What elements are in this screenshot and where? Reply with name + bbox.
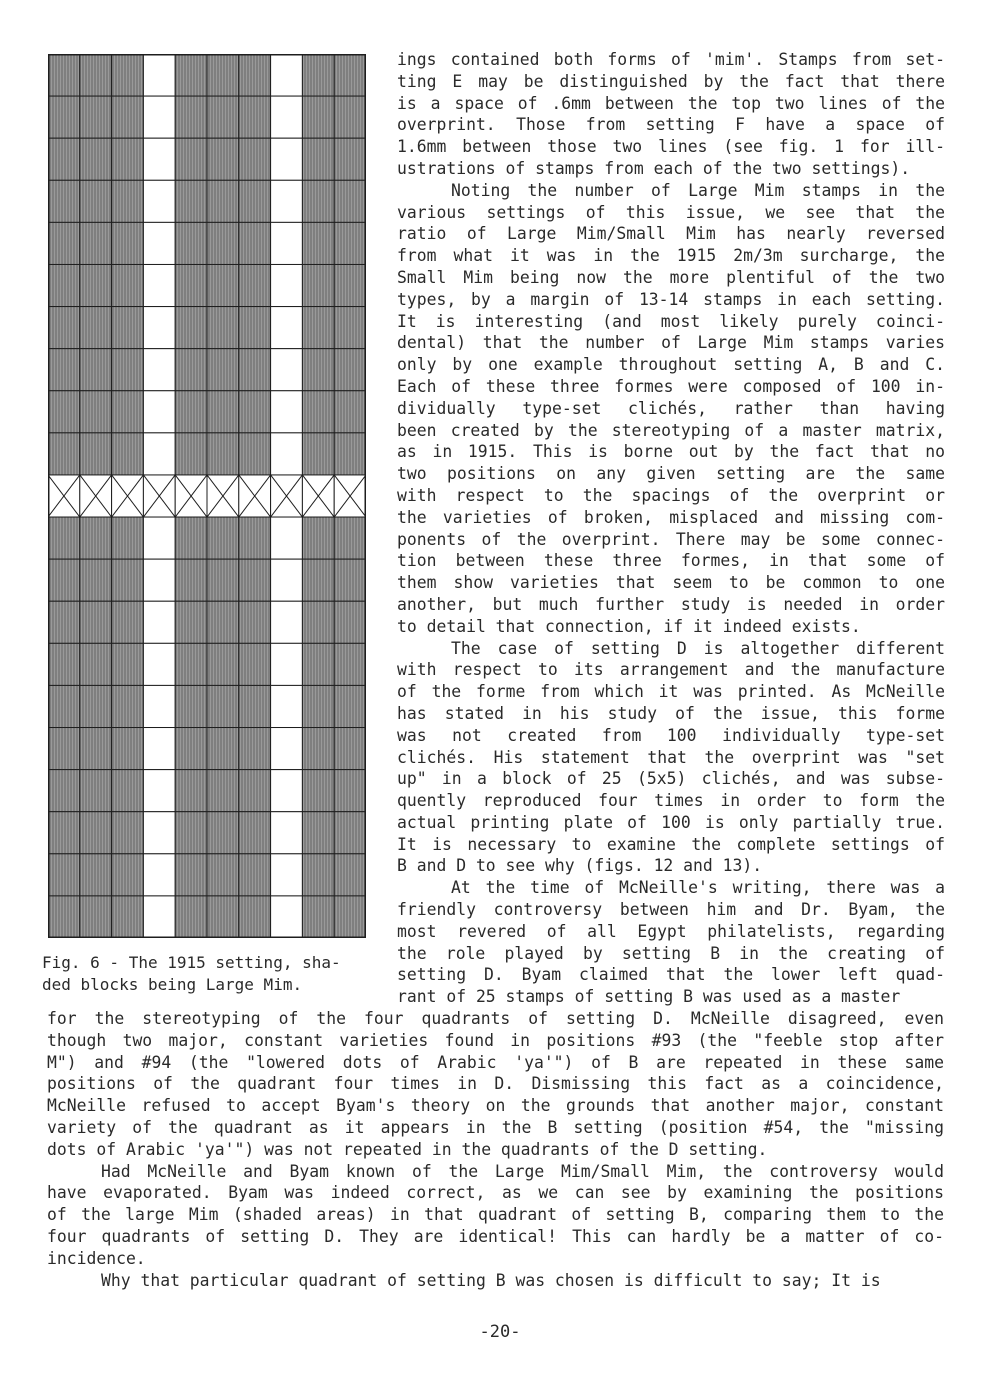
small-mim-cell [271, 138, 303, 180]
large-mim-cell [239, 138, 271, 180]
text-line: dental) that the number of Large Mim stamps varies [397, 333, 945, 353]
setting-grid [48, 54, 366, 938]
small-mim-cell [143, 559, 175, 601]
text-line: quently reproduced four times in order to form the [397, 791, 945, 811]
small-mim-cell [271, 349, 303, 391]
large-mim-cell [112, 138, 144, 180]
text-line: as in 1915. This is borne out by the fact that no [397, 442, 945, 462]
large-mim-cell [80, 896, 112, 938]
large-mim-cell [302, 433, 334, 475]
large-mim-cell [48, 349, 80, 391]
large-mim-cell [334, 54, 366, 96]
large-mim-cell [112, 559, 144, 601]
small-mim-cell [143, 349, 175, 391]
large-mim-cell [207, 138, 239, 180]
large-mim-cell [112, 896, 144, 938]
large-mim-cell [175, 307, 207, 349]
text-line: setting D. Byam claimed that the lower left quad- [397, 965, 945, 985]
text-line: of the forme from which it was printed. As McNeille [397, 682, 945, 702]
large-mim-cell [239, 349, 271, 391]
text-line: M") and #94 (the "lowered dots of Arabic 'ya'") of B are repeated in these same [47, 1052, 944, 1072]
large-mim-cell [239, 854, 271, 896]
large-mim-cell [334, 601, 366, 643]
large-mim-cell [207, 896, 239, 938]
large-mim-cell [80, 96, 112, 138]
small-mim-cell [271, 264, 303, 306]
small-mim-cell [143, 601, 175, 643]
full-width-text [47, 1008, 944, 1291]
large-mim-cell [48, 601, 80, 643]
large-mim-cell [239, 728, 271, 770]
large-mim-cell [80, 54, 112, 96]
large-mim-cell [48, 728, 80, 770]
text-line: incidence. [47, 1248, 146, 1268]
text-line: ings contained both forms of 'mim'. Stamps from set- [397, 50, 945, 69]
text-line: variety of the quadrant as it appears in the B setting (position #54, the "missing [47, 1117, 944, 1137]
large-mim-cell [112, 854, 144, 896]
large-mim-cell [175, 643, 207, 685]
large-mim-cell [112, 222, 144, 264]
large-mim-cell [334, 896, 366, 938]
small-mim-cell [271, 728, 303, 770]
text-line: though two major, constant varieties found in positions #93 (the "feeble stop after [47, 1030, 944, 1050]
large-mim-cell [48, 222, 80, 264]
text-line: positions of the quadrant four times in D. Dismissing this fact as a coincidence, [47, 1074, 944, 1094]
large-mim-cell [302, 643, 334, 685]
large-mim-cell [207, 601, 239, 643]
small-mim-cell [143, 138, 175, 180]
large-mim-cell [207, 517, 239, 559]
caption-line: ded blocks being Large Mim. [42, 975, 303, 994]
large-mim-cell [334, 264, 366, 306]
large-mim-cell [80, 643, 112, 685]
large-mim-cell [112, 307, 144, 349]
text-line: It is necessary to examine the complete settings of [397, 834, 945, 854]
large-mim-cell [334, 391, 366, 433]
large-mim-cell [80, 728, 112, 770]
small-mim-cell [271, 643, 303, 685]
large-mim-cell [175, 138, 207, 180]
large-mim-cell [175, 728, 207, 770]
large-mim-cell [239, 54, 271, 96]
large-mim-cell [48, 896, 80, 938]
text-line: been created by the stereotyping of a master matrix, [397, 420, 945, 440]
large-mim-cell [334, 349, 366, 391]
text-line: for the stereotyping of the four quadrants of setting D. McNeille disagreed, even [47, 1009, 944, 1028]
large-mim-cell [48, 96, 80, 138]
small-mim-cell [143, 222, 175, 264]
large-mim-cell [239, 896, 271, 938]
text-line: of the large Mim (shaded areas) in that quadrant of setting B, comparing them to the [47, 1205, 944, 1225]
large-mim-cell [175, 812, 207, 854]
large-mim-cell [239, 96, 271, 138]
small-mim-cell [143, 517, 175, 559]
text-line: tion between these three formes, in that some of [397, 551, 945, 571]
large-mim-cell [175, 601, 207, 643]
large-mim-cell [112, 770, 144, 812]
large-mim-cell [80, 222, 112, 264]
large-mim-cell [239, 222, 271, 264]
large-mim-cell [302, 559, 334, 601]
large-mim-cell [207, 433, 239, 475]
small-mim-cell [271, 307, 303, 349]
large-mim-cell [302, 138, 334, 180]
caption-line: Fig. 6 - The 1915 setting, sha- [42, 953, 341, 972]
large-mim-cell [112, 601, 144, 643]
text-line: two positions on any given setting are the same [397, 464, 945, 484]
large-mim-cell [80, 349, 112, 391]
large-mim-cell [207, 728, 239, 770]
large-mim-cell [207, 96, 239, 138]
text-line: the role played by setting B in the creating of [397, 943, 945, 963]
text-line: ponents of the overprint. There may be some connec- [397, 529, 945, 549]
text-line: B and D to see why (figs. 12 and 13). [397, 856, 763, 876]
large-mim-cell [239, 391, 271, 433]
small-mim-cell [271, 601, 303, 643]
small-mim-cell [271, 96, 303, 138]
text-line: to detail that connection, if it indeed exists. [397, 616, 861, 636]
large-mim-cell [112, 433, 144, 475]
large-mim-cell [239, 685, 271, 727]
text-line: with respect to the spacings of the overprint or [397, 485, 945, 505]
text-line: Small Mim being now the more plentiful of the two [397, 267, 945, 287]
large-mim-cell [175, 896, 207, 938]
large-mim-cell [112, 96, 144, 138]
text-line: rant of 25 stamps of setting B was used as a master [397, 987, 901, 1007]
large-mim-cell [302, 264, 334, 306]
large-mim-cell [48, 643, 80, 685]
large-mim-cell [207, 307, 239, 349]
large-mim-cell [48, 180, 80, 222]
large-mim-cell [80, 812, 112, 854]
small-mim-cell [271, 770, 303, 812]
large-mim-cell [80, 391, 112, 433]
large-mim-cell [334, 138, 366, 180]
large-mim-cell [334, 517, 366, 559]
large-mim-cell [112, 812, 144, 854]
text-line: actual printing plate of 100 is only partially true. [397, 812, 945, 832]
text-line: types, by a margin of 13-14 stamps in each setting. [397, 289, 945, 309]
large-mim-cell [302, 770, 334, 812]
text-line: four quadrants of setting D. They are identical! This can hardly be a matter of co- [47, 1226, 944, 1246]
text-line: from what it was in the 1915 2m/3m surcharge, the [397, 246, 945, 266]
setting-diagram-figure [48, 54, 366, 938]
large-mim-cell [239, 601, 271, 643]
large-mim-cell [302, 601, 334, 643]
small-mim-cell [143, 770, 175, 812]
large-mim-cell [334, 96, 366, 138]
small-mim-cell [143, 264, 175, 306]
large-mim-cell [80, 854, 112, 896]
small-mim-cell [271, 517, 303, 559]
small-mim-cell [271, 685, 303, 727]
text-line: Why that particular quadrant of setting B was chosen is difficult to say; It is [101, 1270, 881, 1290]
large-mim-cell [48, 559, 80, 601]
large-mim-cell [302, 854, 334, 896]
large-mim-cell [207, 54, 239, 96]
small-mim-cell [143, 812, 175, 854]
large-mim-cell [175, 685, 207, 727]
large-mim-cell [48, 54, 80, 96]
text-line: ratio of Large Mim/Small Mim has nearly reversed [397, 224, 945, 244]
small-mim-cell [271, 433, 303, 475]
text-line: At the time of McNeille's writing, there was a [451, 878, 945, 898]
large-mim-cell [175, 391, 207, 433]
large-mim-cell [80, 264, 112, 306]
large-mim-cell [207, 391, 239, 433]
large-mim-cell [334, 728, 366, 770]
large-mim-cell [239, 643, 271, 685]
large-mim-cell [239, 770, 271, 812]
large-mim-cell [80, 685, 112, 727]
text-line: have evaporated. Byam was indeed correct, as we can see by examining the positions [47, 1183, 944, 1203]
page-number: -20- [479, 1322, 521, 1342]
small-mim-cell [271, 896, 303, 938]
large-mim-cell [302, 685, 334, 727]
large-mim-cell [334, 180, 366, 222]
small-mim-cell [143, 96, 175, 138]
large-mim-cell [80, 180, 112, 222]
text-line: is a space of .6mm between the top two lines of the [397, 93, 945, 113]
small-mim-cell [271, 222, 303, 264]
large-mim-cell [175, 559, 207, 601]
large-mim-cell [302, 812, 334, 854]
large-mim-cell [175, 770, 207, 812]
text-line: Noting the number of Large Mim stamps in the [451, 180, 945, 200]
large-mim-cell [207, 770, 239, 812]
text-line: Had McNeille and Byam known of the Large Mim/Small Mim, the controversy would [101, 1161, 944, 1181]
large-mim-cell [175, 517, 207, 559]
large-mim-cell [334, 770, 366, 812]
large-mim-cell [207, 559, 239, 601]
text-line: another, but much further study is needed in order [397, 594, 945, 614]
text-line: 1.6mm between those two lines (see fig. 1 for ill- [397, 137, 945, 157]
large-mim-cell [302, 896, 334, 938]
large-mim-cell [48, 433, 80, 475]
large-mim-cell [302, 349, 334, 391]
large-mim-cell [239, 180, 271, 222]
text-line: with respect to its arrangement and the manufacture [397, 660, 945, 680]
small-mim-cell [143, 54, 175, 96]
small-mim-cell [143, 728, 175, 770]
large-mim-cell [239, 433, 271, 475]
large-mim-cell [48, 770, 80, 812]
large-mim-cell [207, 349, 239, 391]
large-mim-cell [48, 307, 80, 349]
large-mim-cell [302, 180, 334, 222]
large-mim-cell [80, 138, 112, 180]
large-mim-cell [112, 54, 144, 96]
text-line: has stated in his study of the issue, this forme [397, 703, 945, 723]
small-mim-cell [143, 180, 175, 222]
text-line: friendly controversy between him and Dr. Byam, the [397, 900, 945, 920]
text-line: It is interesting (and most likely purely coinci- [397, 311, 945, 331]
text-line: up" in a block of 25 (5x5) clichés, and was subse- [397, 769, 945, 789]
large-mim-cell [207, 180, 239, 222]
small-mim-cell [143, 643, 175, 685]
large-mim-cell [207, 685, 239, 727]
text-line: the varieties of broken, misplaced and missing com- [397, 507, 945, 527]
small-mim-cell [143, 896, 175, 938]
text-line: overprint. Those from setting F have a space of [397, 115, 945, 135]
large-mim-cell [80, 307, 112, 349]
large-mim-cell [334, 812, 366, 854]
large-mim-cell [175, 264, 207, 306]
large-mim-cell [48, 812, 80, 854]
large-mim-cell [334, 685, 366, 727]
large-mim-cell [112, 517, 144, 559]
large-mim-cell [334, 307, 366, 349]
large-mim-cell [239, 517, 271, 559]
large-mim-cell [175, 433, 207, 475]
small-mim-cell [271, 812, 303, 854]
large-mim-cell [80, 601, 112, 643]
large-mim-cell [112, 391, 144, 433]
large-mim-cell [239, 559, 271, 601]
large-mim-cell [302, 222, 334, 264]
small-mim-cell [143, 685, 175, 727]
small-mim-cell [271, 854, 303, 896]
large-mim-cell [80, 433, 112, 475]
text-line: only by one example throughout setting A, B and C. [397, 355, 945, 375]
large-mim-cell [207, 643, 239, 685]
large-mim-cell [48, 391, 80, 433]
small-mim-cell [143, 307, 175, 349]
large-mim-cell [48, 264, 80, 306]
text-line: McNeille refused to accept Byam's theory on the grounds that another major, constant [47, 1096, 944, 1116]
large-mim-cell [207, 264, 239, 306]
small-mim-cell [271, 54, 303, 96]
right-column-text [397, 49, 945, 1008]
large-mim-cell [334, 433, 366, 475]
large-mim-cell [48, 685, 80, 727]
text-line: ting E may be distinguished by the fact that there [397, 71, 945, 91]
large-mim-cell [175, 349, 207, 391]
large-mim-cell [239, 264, 271, 306]
large-mim-cell [334, 559, 366, 601]
large-mim-cell [302, 96, 334, 138]
large-mim-cell [112, 180, 144, 222]
large-mim-cell [175, 54, 207, 96]
large-mim-cell [175, 222, 207, 264]
small-mim-cell [143, 391, 175, 433]
large-mim-cell [334, 643, 366, 685]
large-mim-cell [302, 728, 334, 770]
large-mim-cell [112, 728, 144, 770]
large-mim-cell [302, 391, 334, 433]
figure-caption [42, 952, 377, 996]
large-mim-cell [207, 812, 239, 854]
large-mim-cell [112, 643, 144, 685]
large-mim-cell [48, 138, 80, 180]
small-mim-cell [143, 433, 175, 475]
large-mim-cell [239, 812, 271, 854]
large-mim-cell [302, 54, 334, 96]
large-mim-cell [207, 854, 239, 896]
large-mim-cell [302, 517, 334, 559]
large-mim-cell [207, 222, 239, 264]
large-mim-cell [48, 854, 80, 896]
text-line: was not created from 100 individually type-set [397, 725, 945, 745]
text-line: clichés. His statement that the overprint was "set [397, 747, 945, 767]
text-line: dividually type-set clichés, rather than having [397, 398, 945, 418]
large-mim-cell [112, 264, 144, 306]
small-mim-cell [271, 391, 303, 433]
large-mim-cell [175, 180, 207, 222]
small-mim-cell [271, 559, 303, 601]
large-mim-cell [334, 854, 366, 896]
text-line: dots of Arabic 'ya'") was not repeated in the quadrants of the D setting. [47, 1139, 768, 1159]
large-mim-cell [80, 517, 112, 559]
large-mim-cell [112, 349, 144, 391]
text-line: The case of setting D is altogether different [451, 638, 945, 658]
large-mim-cell [80, 770, 112, 812]
small-mim-cell [143, 854, 175, 896]
large-mim-cell [80, 559, 112, 601]
large-mim-cell [334, 222, 366, 264]
large-mim-cell [175, 854, 207, 896]
large-mim-cell [239, 307, 271, 349]
large-mim-cell [112, 685, 144, 727]
small-mim-cell [271, 180, 303, 222]
text-line: them show varieties that seem to be common to one [397, 573, 945, 593]
text-line: various settings of this issue, we see that the [397, 202, 945, 222]
text-line: Each of these three formes were composed of 100 in- [397, 376, 945, 396]
text-line: most revered of all Egypt philatelists, regarding [397, 921, 945, 941]
large-mim-cell [175, 96, 207, 138]
text-line: ustrations of stamps from each of the two settings). [397, 158, 911, 178]
large-mim-cell [302, 307, 334, 349]
large-mim-cell [48, 517, 80, 559]
